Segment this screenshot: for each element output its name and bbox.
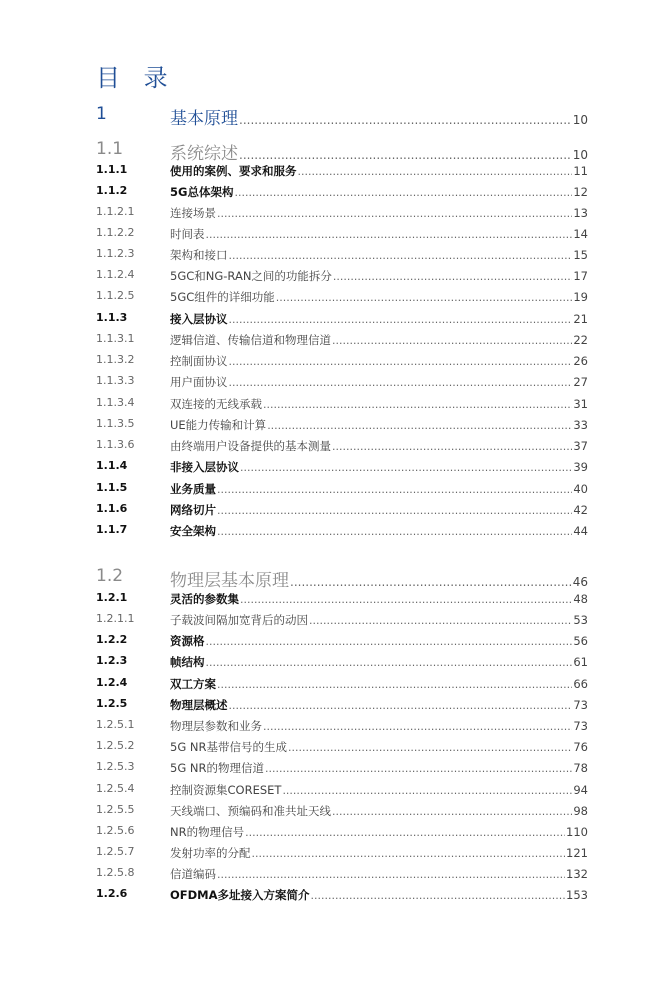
toc-entry-number: 1.2.4 bbox=[96, 676, 128, 689]
toc-entry-page: 39 bbox=[573, 460, 588, 474]
toc-entry-page: 53 bbox=[573, 613, 588, 627]
toc-dot-leader bbox=[229, 313, 573, 326]
toc-entry[interactable] bbox=[96, 184, 588, 205]
toc-entry-number: 1.1.6 bbox=[96, 502, 128, 515]
toc-entry[interactable] bbox=[96, 289, 588, 310]
toc-entry-page: 46 bbox=[572, 575, 588, 589]
toc-entry-title: 5G总体架构 bbox=[170, 185, 234, 199]
toc-entry-number: 1 bbox=[96, 104, 107, 124]
toc-entry-number: 1.1.3.5 bbox=[96, 417, 135, 430]
toc-entry-number: 1.1.2.3 bbox=[96, 247, 135, 260]
toc-entry-title: 物理层参数和业务 bbox=[170, 719, 262, 733]
toc-dot-leader bbox=[217, 483, 572, 496]
toc-entry-number: 1.2.6 bbox=[96, 887, 128, 900]
toc-entry[interactable] bbox=[96, 438, 588, 459]
toc-entry[interactable] bbox=[96, 845, 588, 866]
toc-entry-page: 27 bbox=[573, 375, 588, 389]
toc-entry-number: 1.1.2.4 bbox=[96, 268, 135, 281]
toc-entry-number: 1.1.3.1 bbox=[96, 332, 135, 345]
toc-dot-leader bbox=[229, 355, 573, 368]
toc-entry[interactable] bbox=[96, 803, 588, 824]
toc-entry[interactable] bbox=[96, 718, 588, 739]
toc-entry-page: 15 bbox=[573, 248, 588, 262]
toc-entry-title: 连接场景 bbox=[170, 206, 216, 220]
toc-entry-title: 物理层基本原理 bbox=[170, 571, 289, 591]
toc-entry[interactable] bbox=[96, 633, 588, 654]
toc-dot-leader bbox=[252, 847, 566, 860]
toc-entry-title: 用户面协议 bbox=[170, 375, 228, 389]
toc-entry-title: 架构和接口 bbox=[170, 248, 228, 262]
toc-entry-title: 5GC组件的详细功能 bbox=[170, 290, 275, 304]
toc-entry-title: 天线端口、预编码和准共址天线 bbox=[170, 804, 331, 818]
toc-entry[interactable] bbox=[96, 697, 588, 718]
toc-entry-number: 1.2.5.4 bbox=[96, 782, 135, 795]
toc-entry-page: 56 bbox=[573, 634, 588, 648]
toc-entry-page: 94 bbox=[573, 783, 588, 797]
toc-entry-number: 1.1.3 bbox=[96, 311, 128, 324]
toc-dot-leader bbox=[263, 720, 572, 733]
toc-dot-leader bbox=[217, 525, 572, 538]
toc-entry-page: 26 bbox=[573, 354, 588, 368]
toc-entry-title: 基本原理 bbox=[170, 109, 238, 129]
toc-entry[interactable] bbox=[96, 782, 588, 803]
toc-entry-number: 1.2.1 bbox=[96, 591, 128, 604]
toc-entry-number: 1.1.7 bbox=[96, 523, 128, 536]
toc-entry-title: 控制资源集CORESET bbox=[170, 783, 282, 797]
toc-entry-page: 37 bbox=[573, 439, 588, 453]
toc-entry-page: 14 bbox=[573, 227, 588, 241]
toc-entry[interactable] bbox=[96, 739, 588, 760]
toc-dot-leader bbox=[332, 334, 572, 347]
toc-entry-page: 78 bbox=[573, 761, 588, 775]
toc-entry-page: 110 bbox=[566, 825, 588, 839]
toc-entry-page: 22 bbox=[573, 333, 588, 347]
toc-entry-number: 1.1.3.4 bbox=[96, 396, 135, 409]
toc-entry-page: 42 bbox=[573, 503, 588, 517]
toc-dot-leader bbox=[217, 678, 572, 691]
toc-entry[interactable] bbox=[96, 566, 588, 592]
toc-entry[interactable] bbox=[96, 760, 588, 781]
toc-dot-leader bbox=[245, 826, 565, 839]
toc-dot-leader bbox=[229, 376, 573, 389]
toc-entry-page: 21 bbox=[573, 312, 588, 326]
toc-entry-title: 网络切片 bbox=[170, 503, 216, 517]
toc-entry-number: 1.1.3.2 bbox=[96, 353, 135, 366]
toc-entry-number: 1.1.4 bbox=[96, 459, 128, 472]
toc-entry-title: OFDMA多址接入方案简介 bbox=[170, 888, 310, 902]
toc-entry-page: 121 bbox=[566, 846, 588, 860]
toc-entry[interactable] bbox=[96, 396, 588, 417]
toc-entry-page: 132 bbox=[566, 867, 588, 881]
toc-entry-title: UE能力传输和计算 bbox=[170, 418, 267, 432]
toc-entry[interactable] bbox=[96, 226, 588, 247]
toc-entry-title: 资源格 bbox=[170, 634, 205, 648]
toc-entry-page: 12 bbox=[573, 185, 588, 199]
toc-entry-page: 13 bbox=[573, 206, 588, 220]
toc-entry-title: 物理层概述 bbox=[170, 698, 228, 712]
toc-entry[interactable] bbox=[96, 612, 588, 633]
toc-dot-leader bbox=[217, 504, 572, 517]
toc-entry-number: 1.1.3.3 bbox=[96, 374, 135, 387]
toc-entry[interactable] bbox=[96, 104, 588, 132]
toc-dot-leader bbox=[309, 614, 572, 627]
toc-entry-title: 由终端用户设备提供的基本测量 bbox=[170, 439, 331, 453]
toc-dot-leader bbox=[311, 889, 566, 902]
toc-entry-page: 40 bbox=[573, 482, 588, 496]
toc-entry-title: 灵活的参数集 bbox=[170, 592, 239, 606]
toc-entry[interactable] bbox=[96, 502, 588, 523]
toc-dot-leader bbox=[240, 461, 572, 474]
toc-entry-page: 19 bbox=[573, 290, 588, 304]
toc-entry-title: 帧结构 bbox=[170, 655, 205, 669]
toc-entry[interactable] bbox=[96, 311, 588, 332]
toc-entry-number: 1.2.5.5 bbox=[96, 803, 135, 816]
toc-entry[interactable] bbox=[96, 866, 588, 887]
toc-entry[interactable] bbox=[96, 268, 588, 289]
toc-entry-title: 信道编码 bbox=[170, 867, 216, 881]
toc-entry-title: 系统综述 bbox=[170, 144, 238, 164]
toc-entry[interactable] bbox=[96, 417, 588, 438]
toc-dot-leader bbox=[229, 249, 573, 262]
toc-dot-leader bbox=[206, 228, 573, 241]
toc-entry-title: 子载波间隔加宽背后的动因 bbox=[170, 613, 308, 627]
toc-entry-title: 双连接的无线承载 bbox=[170, 397, 262, 411]
toc-entry-number: 1.1.5 bbox=[96, 481, 128, 494]
toc-entry[interactable] bbox=[96, 676, 588, 697]
toc-entry[interactable] bbox=[96, 459, 588, 480]
toc-entry-number: 1.2.5.1 bbox=[96, 718, 135, 731]
toc-entry-number: 1.2.5.2 bbox=[96, 739, 135, 752]
toc-dot-leader bbox=[217, 868, 565, 881]
toc-dot-leader bbox=[332, 440, 572, 453]
toc-dot-leader bbox=[217, 207, 572, 220]
toc-entry-number: 1.2.3 bbox=[96, 654, 128, 667]
toc-entry-title: 时间表 bbox=[170, 227, 205, 241]
toc-entry-title: 控制面协议 bbox=[170, 354, 228, 368]
toc-entry-number: 1.2.5.8 bbox=[96, 866, 135, 879]
toc-entry[interactable] bbox=[96, 523, 588, 544]
toc-entry-title: 5G NR基带信号的生成 bbox=[170, 740, 287, 754]
toc-entry[interactable] bbox=[96, 591, 588, 612]
toc-entry[interactable] bbox=[96, 654, 588, 675]
toc-dot-leader bbox=[332, 805, 572, 818]
toc-entry-number: 1.2.5.6 bbox=[96, 824, 135, 837]
toc-dot-leader bbox=[288, 741, 572, 754]
toc-entry-page: 76 bbox=[573, 740, 588, 754]
toc-entry-number: 1.2.2 bbox=[96, 633, 128, 646]
toc-entry-page: 61 bbox=[573, 655, 588, 669]
toc-dot-leader bbox=[290, 575, 572, 589]
toc-entry-number: 1.1.2.5 bbox=[96, 289, 135, 302]
toc-entry[interactable] bbox=[96, 332, 588, 353]
toc-entry-title: 安全架构 bbox=[170, 524, 216, 538]
toc-entry-number: 1.1.2.1 bbox=[96, 205, 135, 218]
toc-entry-title: 双工方案 bbox=[170, 677, 216, 691]
toc-entry-page: 10 bbox=[572, 148, 588, 162]
toc-entry[interactable] bbox=[96, 205, 588, 226]
toc-entry[interactable] bbox=[96, 353, 588, 374]
toc-entry-title: 使用的案例、要求和服务 bbox=[170, 164, 297, 178]
toc-entry-page: 66 bbox=[573, 677, 588, 691]
toc-entry-number: 1.2.5.7 bbox=[96, 845, 135, 858]
toc-entry-title: NR的物理信号 bbox=[170, 825, 245, 839]
toc-entry-title: 发射功率的分配 bbox=[170, 846, 251, 860]
toc-entry-page: 11 bbox=[573, 164, 588, 178]
toc-entry-page: 73 bbox=[573, 719, 588, 733]
toc-entry[interactable] bbox=[96, 139, 588, 165]
page-title: 目 录 bbox=[96, 64, 176, 92]
toc-entry-title: 业务质量 bbox=[170, 482, 216, 496]
toc-dot-leader bbox=[267, 419, 572, 432]
toc-dot-leader bbox=[206, 635, 573, 648]
toc-entry-title: 5G NR的物理信道 bbox=[170, 761, 264, 775]
toc-entry[interactable] bbox=[96, 887, 588, 908]
toc-entry-number: 1.2.1.1 bbox=[96, 612, 135, 625]
toc-entry[interactable] bbox=[96, 824, 588, 845]
toc-entry-number: 1.2.5.3 bbox=[96, 760, 135, 773]
toc-entry-title: 5GC和NG-RAN之间的功能拆分 bbox=[170, 269, 332, 283]
toc-dot-leader bbox=[276, 291, 573, 304]
toc-dot-leader bbox=[239, 148, 572, 162]
toc-dot-leader bbox=[229, 699, 573, 712]
toc-entry-page: 98 bbox=[573, 804, 588, 818]
toc-entry[interactable] bbox=[96, 374, 588, 395]
toc-dot-leader bbox=[239, 113, 572, 127]
toc-dot-leader bbox=[265, 762, 572, 775]
toc-dot-leader bbox=[206, 656, 573, 669]
toc-dot-leader bbox=[282, 784, 572, 797]
toc-entry-number: 1.1.2.2 bbox=[96, 226, 135, 239]
toc-dot-leader bbox=[333, 270, 572, 283]
toc-entry-page: 31 bbox=[573, 397, 588, 411]
toc-entry-page: 73 bbox=[573, 698, 588, 712]
toc-entry-number: 1.1.1 bbox=[96, 163, 128, 176]
toc-entry-title: 逻辑信道、传输信道和物理信道 bbox=[170, 333, 331, 347]
toc-entry-number: 1.1.3.6 bbox=[96, 438, 135, 451]
toc-entry-number: 1.1.2 bbox=[96, 184, 128, 197]
toc-entry-page: 153 bbox=[566, 888, 588, 902]
toc-entry-page: 10 bbox=[572, 113, 588, 127]
toc-entry-number: 1.2.5 bbox=[96, 697, 128, 710]
toc-entry-page: 44 bbox=[573, 524, 588, 538]
toc-entry-title: 非接入层协议 bbox=[170, 460, 239, 474]
toc-entry-page: 48 bbox=[573, 592, 588, 606]
toc-dot-leader bbox=[298, 165, 573, 178]
toc-dot-leader bbox=[240, 593, 572, 606]
toc-entry[interactable] bbox=[96, 247, 588, 268]
toc-entry-page: 33 bbox=[573, 418, 588, 432]
toc-entry[interactable] bbox=[96, 481, 588, 502]
toc-entry-page: 17 bbox=[573, 269, 588, 283]
toc-dot-leader bbox=[263, 398, 572, 411]
toc-entry-number: 1.2 bbox=[96, 566, 124, 586]
toc-entry-number: 1.1 bbox=[96, 139, 124, 159]
toc-entry-title: 接入层协议 bbox=[170, 312, 228, 326]
toc-dot-leader bbox=[234, 186, 572, 199]
toc-entry[interactable] bbox=[96, 163, 588, 184]
